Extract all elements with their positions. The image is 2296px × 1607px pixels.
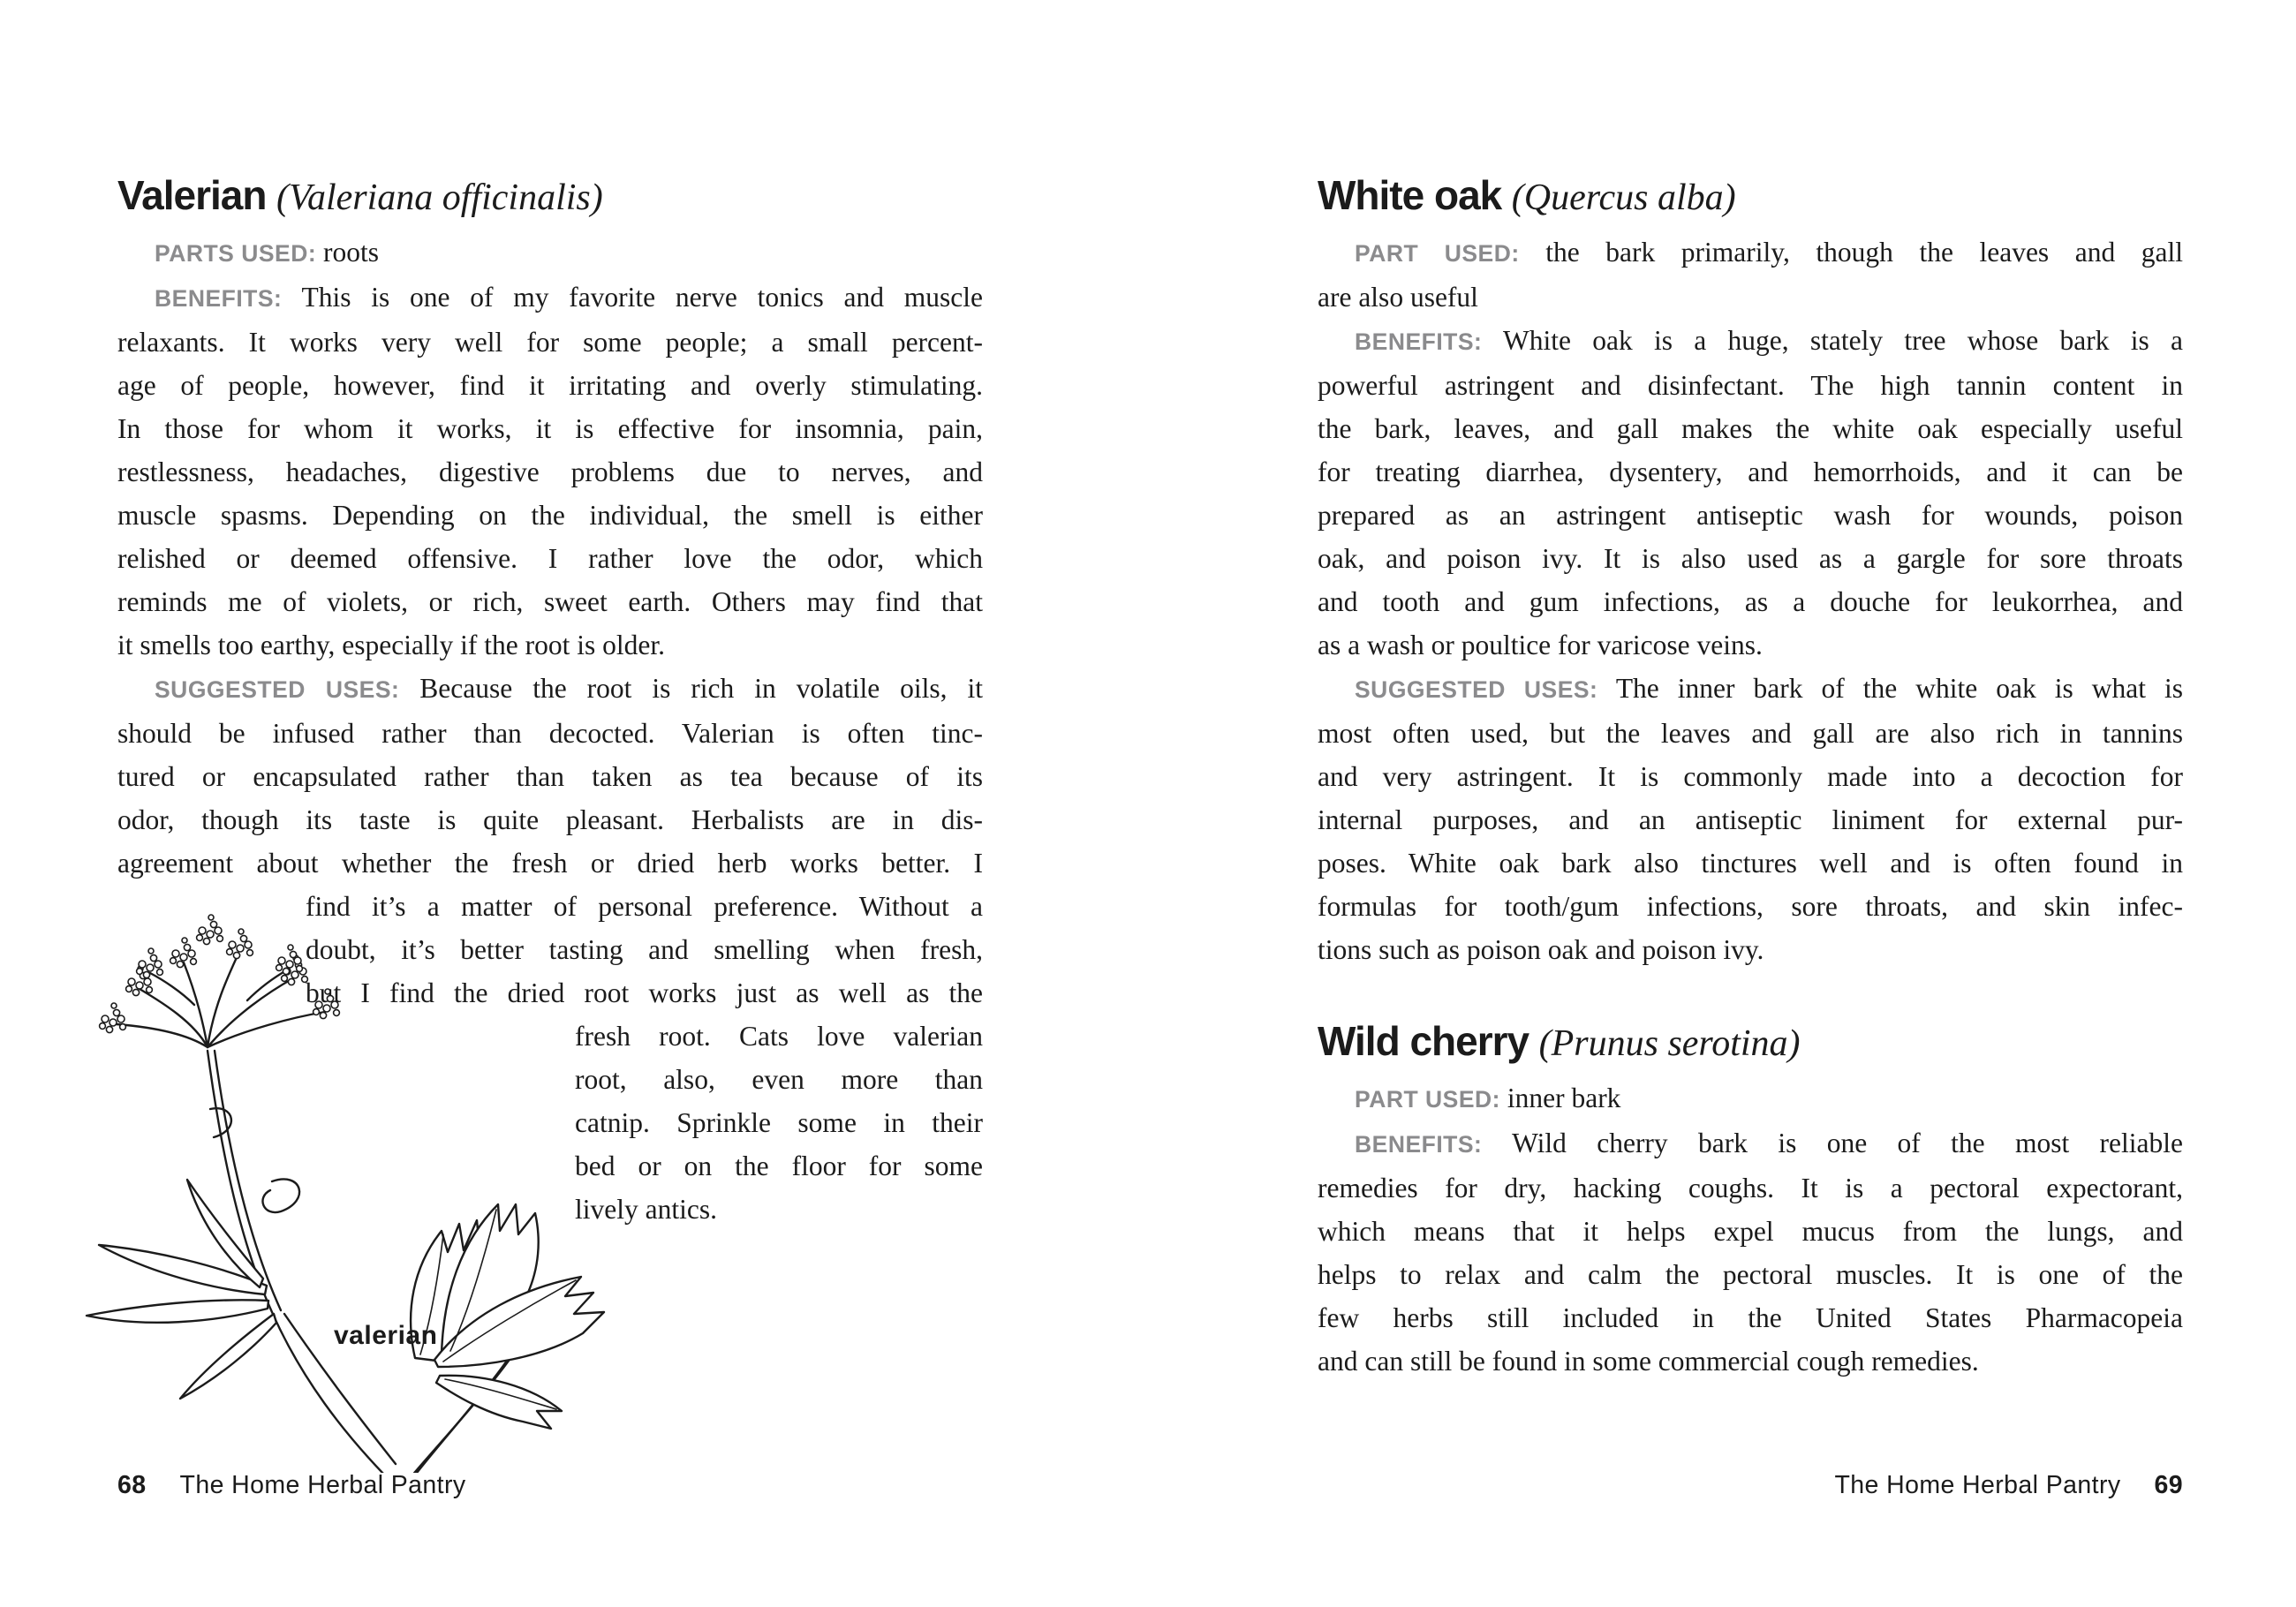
illustration-caption: valerian	[334, 1321, 438, 1350]
page-number: 68	[117, 1471, 147, 1499]
text-line: BENEFITS: White oak is a huge, stately tree whose bark is a	[1355, 325, 2183, 356]
text-line: but I find the dried root works just as well as the	[306, 977, 983, 1008]
text-line: internal purposes, and an antiseptic liniment for external pur-	[1318, 804, 2183, 835]
text-line: muscle spasms. Depending on the individual, the smell is either	[117, 500, 983, 531]
text-line: as a wash or poultice for varicose veins.	[1318, 630, 1763, 660]
text-line: for treating diarrhea, dysentery, and hemorrhoids, and it can be	[1318, 456, 2183, 487]
text-line: agreement about whether the fresh or dried herb works better. I	[117, 848, 983, 879]
text-line: remedies for dry, hacking coughs. It is a pectoral expectorant,	[1318, 1173, 2183, 1203]
text-line: root, also, even more than	[575, 1064, 983, 1095]
entry-heading-valerian	[117, 173, 983, 220]
valerian-narrow-leaves	[87, 1180, 276, 1399]
section-label: SUGGESTED USES:	[1355, 676, 1598, 703]
text-line: prepared as an astringent antiseptic wash for wounds, poison	[1318, 500, 2183, 531]
text-line: doubt, it’s better tasting and smelling when fresh,	[306, 934, 983, 965]
text-line: lively antics.	[575, 1194, 717, 1225]
part-used-line	[1318, 1076, 2183, 1121]
common-name: Valerian	[117, 172, 267, 218]
section-label: BENEFITS:	[1355, 1131, 1483, 1158]
text-line: odor, though its taste is quite pleasant. Herbalists are in dis-	[117, 804, 983, 835]
text-line: most often used, but the leaves and gall are also rich in tannins	[1318, 718, 2183, 749]
illustration-wrap-zone	[117, 885, 983, 1494]
latin-name: (Quercus alba)	[1511, 177, 1736, 218]
entry-heading-white-oak	[1318, 173, 2183, 220]
text-line: reminds me of violets, or rich, sweet earth. Others may find that	[117, 586, 983, 617]
common-name: Wild cherry	[1318, 1018, 1529, 1064]
right-page-footer	[1834, 1471, 2183, 1500]
page-number: 69	[2154, 1471, 2183, 1499]
text-line: SUGGESTED USES: The inner bark of the white oak is what is	[1355, 673, 2183, 704]
text-line: SUGGESTED USES: Because the root is rich in volatile oils, it	[155, 673, 983, 704]
text-line: and very astringent. It is commonly made into a decoction for	[1318, 761, 2183, 792]
common-name: White oak	[1318, 172, 1502, 218]
text-line: formulas for tooth/gum infections, sore throats, and skin infec-	[1318, 891, 2183, 922]
book-title: The Home Herbal Pantry	[179, 1471, 466, 1499]
section-label: SUGGESTED USES:	[155, 676, 400, 703]
text-line: find it’s a matter of personal preference. Without a	[306, 891, 983, 922]
text-line: BENEFITS: Wild cherry bark is one of the most reliable	[1355, 1128, 2183, 1158]
text-line: and can still be found in some commercial cough remedies.	[1318, 1346, 1979, 1377]
section-label: PART USED:	[1355, 240, 1520, 267]
text-line: helps to relax and calm the pectoral muscles. It is one of the	[1318, 1259, 2183, 1290]
text-line: relished or deemed offensive. I rather love the odor, which	[117, 543, 983, 574]
benefits-paragraph	[117, 275, 983, 667]
text-line: the bark, leaves, and gall makes the white oak especially useful	[1318, 413, 2183, 444]
left-column	[117, 173, 983, 1494]
page-right	[1148, 0, 2296, 1607]
section-label: PART USED:	[1355, 1086, 1500, 1113]
text-line: catnip. Sprinkle some in their	[575, 1107, 983, 1138]
text-line: tured or encapsulated rather than taken as tea because of its	[117, 761, 983, 792]
text-line: restlessness, headaches, digestive problems due to nerves, and	[117, 456, 983, 487]
text-line: it smells too earthy, especially if the root is older.	[117, 630, 665, 660]
book-title: The Home Herbal Pantry	[1834, 1471, 2121, 1499]
benefits-paragraph	[1318, 1121, 2183, 1383]
text-line: In those for whom it works, it is effective for insomnia, pain,	[117, 413, 983, 444]
section-label: PARTS USED:	[155, 240, 317, 267]
benefits-paragraph	[1318, 319, 2183, 667]
entry-heading-wild-cherry	[1318, 1019, 2183, 1066]
text-line: relaxants. It works very well for some people; a small percent-	[117, 327, 983, 358]
section-label: BENEFITS:	[155, 285, 283, 312]
text-line: few herbs still included in the United States Pharmacopeia	[1318, 1302, 2183, 1333]
text-line: BENEFITS: This is one of my favorite nerve tonics and muscle	[155, 282, 983, 313]
right-column	[1318, 173, 2183, 1383]
latin-name: (Valeriana officinalis)	[276, 177, 603, 218]
text-line: fresh root. Cats love valerian	[575, 1021, 983, 1052]
text-line: PART USED: inner bark	[1355, 1083, 1621, 1113]
text-line: powerful astringent and disinfectant. The high tannin content in	[1318, 370, 2183, 401]
text-line: should be infused rather than decocted. Valerian is often tinc-	[117, 718, 983, 749]
text-line: PART USED: the bark primarily, though the leaves and gall	[1355, 237, 2184, 268]
text-line: PARTS USED: roots	[155, 237, 380, 268]
valerian-bract	[262, 1179, 299, 1212]
text-line: poses. White oak bark also tinctures well and is often found in	[1318, 848, 2183, 879]
suggested-uses-paragraph	[1318, 667, 2183, 971]
text-line: and tooth and gum infections, as a douche for leukorrhea, and	[1318, 586, 2183, 617]
text-line: bed or on the floor for some	[575, 1151, 983, 1181]
left-page-footer	[117, 1471, 466, 1500]
valerian-botanical-drawing	[62, 899, 671, 1473]
text-line: tions such as poison oak and poison ivy.	[1318, 934, 1764, 965]
latin-name: (Prunus serotina)	[1538, 1023, 1801, 1064]
text-line: which means that it helps expel mucus from the lungs, and	[1318, 1216, 2183, 1247]
part-used-paragraph	[1318, 230, 2183, 319]
text-line: oak, and poison ivy. It is also used as a gargle for sore throats	[1318, 543, 2183, 574]
text-line: age of people, however, find it irritating and overly stimulating.	[117, 370, 983, 401]
parts-used-line	[117, 230, 983, 275]
text-line: are also useful	[1318, 282, 1478, 313]
suggested-uses-paragraph	[117, 667, 983, 885]
valerian-illustration	[62, 899, 671, 1473]
section-label: BENEFITS:	[1355, 328, 1483, 355]
